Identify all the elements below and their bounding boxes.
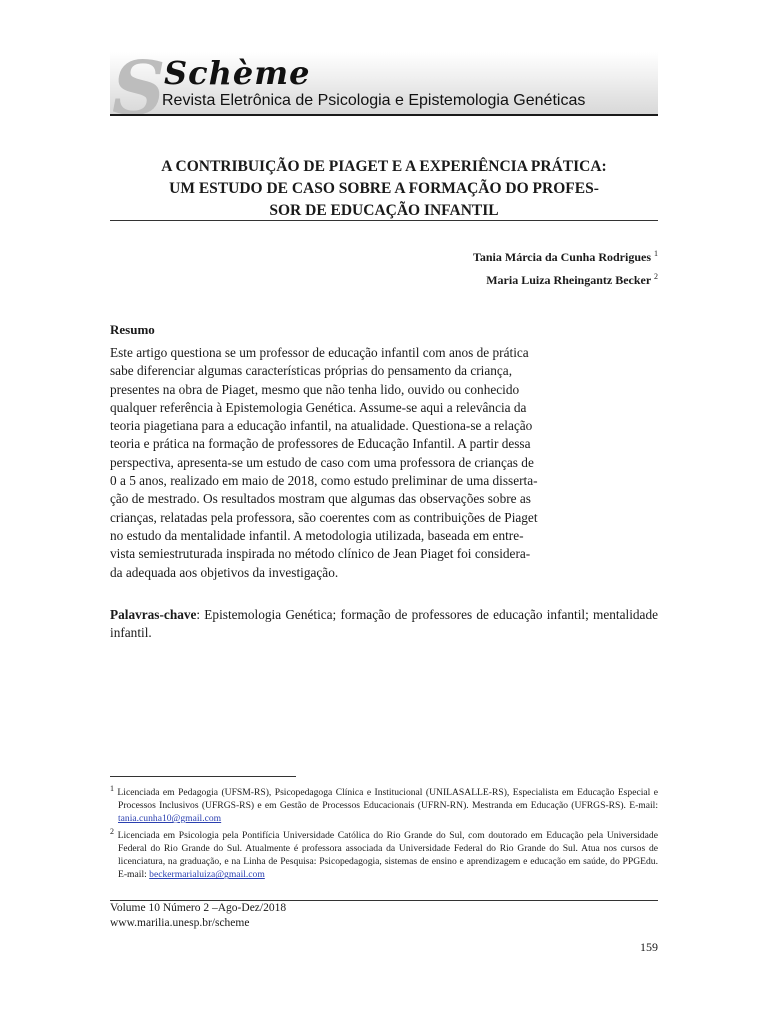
journal-masthead (110, 52, 658, 116)
keywords (110, 606, 658, 643)
abstract-line: vista semiestruturada inspirada no método clínico de Jean Piaget foi considera- (110, 546, 531, 562)
footnote-2: $^2$ Licenciada em Psicologia pela Pontifícia Universidade Católica do Rio Grande do Sul, com doutorado em Educação pela Universidade Federal do Rio Grande do Sul. Atualmente é professora associada da Universidade Federal do Rio Grande do Sul. Atua nos cursos de licenciatura, na graduação, e na Linha de Pesquisa: Psicopedagogia, sistemas de ensino e aprendizagem e educação em saúde, do PPGEdu. E-mail: beckermarialuiza@gmail.com (110, 827, 658, 881)
abstract-line: perspectiva, apresenta-se um estudo de caso com uma professora de crianças de (110, 454, 534, 470)
title-line: A CONTRIBUIÇÃO DE PIAGET E A EXPERIÊNCIA PRÁTICA: (161, 158, 607, 175)
logo-watermark-letter: S (112, 52, 166, 116)
issue-info (110, 900, 658, 931)
footnotes (110, 782, 658, 881)
title-line: SOR DE EDUCAÇÃO INFANTIL (269, 202, 499, 219)
abstract-line: qualquer referência à Epistemologia Genética. Assume-se aqui a relevância da (110, 399, 527, 415)
title-line: UM ESTUDO DE CASO SOBRE A FORMAÇÃO DO PROFES- (169, 180, 599, 197)
journal-name: Schème (164, 54, 311, 92)
abstract-line: teoria e prática na formação de professores de Educação Infantil. A partir dessa (110, 436, 531, 452)
article-title (110, 156, 658, 222)
abstract-line: crianças, relatadas pela professora, são coerentes com as contribuições de Piaget (110, 509, 538, 525)
page-number: 159 (640, 940, 658, 954)
abstract-line: ção de mestrado. Os resultados mostram que algumas das observações sobre as (110, 491, 531, 507)
journal-subtitle: Revista Eletrônica de Psicologia e Epistemologia Genéticas (162, 92, 586, 109)
email-link[interactable]: tania.cunha10@gmail.com (118, 813, 222, 825)
keywords-label: Palavras-chave (110, 607, 197, 622)
title-divider (110, 220, 658, 221)
author-list (473, 244, 658, 290)
footnote-divider (110, 776, 296, 777)
abstract-line: 0 a 5 anos, realizado em maio de 2018, como estudo preliminar de uma disserta- (110, 473, 538, 489)
abstract-heading: Resumo (110, 322, 155, 337)
abstract-line: teoria piagetiana para a educação infantil, na atualidade. Questiona-se a relação (110, 418, 533, 434)
abstract-body (110, 344, 658, 582)
keywords-text: : Epistemologia Genética; formação de professores de educação infantil; mentalidade infantil. (110, 607, 658, 641)
abstract-line: presentes na obra de Piaget, mesmo que não tenha lido, ouvido ou conhecido (110, 381, 520, 397)
volume-label: Volume 10 Número 2 –Ago-Dez/2018 (110, 902, 287, 914)
journal-website[interactable]: www.marilia.unesp.br/scheme (110, 917, 250, 929)
abstract-line: sabe diferenciar algumas características próprias do pensamento da criança, (110, 363, 513, 379)
email-link[interactable]: beckermarialuiza@gmail.com (149, 869, 265, 881)
author: Maria Luiza Rheingantz Becker $^2$ (486, 272, 658, 287)
footnote-1: $^1$ Licenciada em Pedagogia (UFSM-RS), Psicopedagoga Clínica e Institucional (UNILASALLE-RS), Especialista em Educação Especial e Processos Inclusivos (UFRGS-RS) e em Gestão de Processos Educacionais (UFRN-RN). Mestranda em Educação (UFRGS-RS). E-mail: tania.cunha10@gmail.com (110, 784, 658, 825)
abstract-line: Este artigo questiona se um professor de educação infantil com anos de prática (110, 345, 529, 360)
abstract-line: no estudo da mentalidade infantil. A metodologia utilizada, baseada em entre- (110, 527, 524, 543)
abstract-line: da adequada aos objetivos da investigação. (110, 564, 339, 580)
author: Tania Márcia da Cunha Rodrigues $^1$ (472, 249, 658, 264)
